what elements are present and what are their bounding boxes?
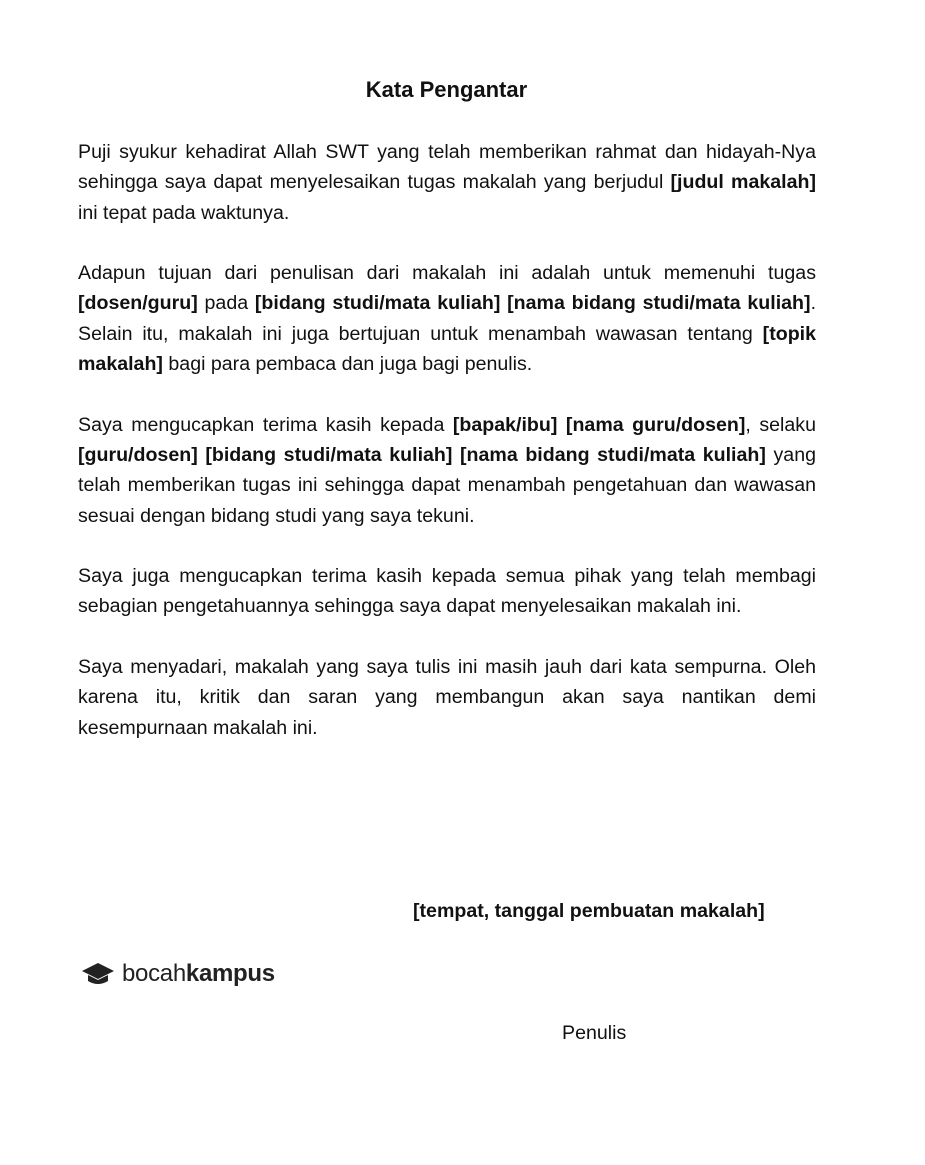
paragraph-text: Saya mengucapkan terima kasih kepada	[78, 413, 453, 436]
paragraph-text: Puji syukur kehadirat Allah SWT yang telah memberikan rahmat dan hidayah-Nya sehingga saya dapat menyelesaikan tugas makalah yang berjudul	[78, 141, 816, 194]
paragraph-text: , selaku	[745, 413, 816, 436]
paragraph-text: pada	[197, 292, 255, 315]
placeholder-text: [judul makalah]	[670, 171, 816, 194]
document-title: Kata Pengantar	[365, 77, 528, 102]
document-body	[78, 137, 816, 773]
paragraph-text: Saya menyadari, makalah yang saya tulis ini masih jauh dari kata sempurna. Oleh karena itu, kritik dan saran yang membangun akan saya nantikan demi kesempurnaan makalah ini.	[78, 656, 816, 739]
paragraph-text: ini tepat pada waktunya.	[78, 201, 290, 224]
paragraph-text: . Selain itu, makalah ini juga bertujuan untuk menambah wawasan tentang	[78, 292, 817, 345]
placeholder-text: [guru/dosen] [bidang studi/mata kuliah] [nama bidang studi/mata kuliah]	[78, 443, 766, 466]
paragraph-2	[78, 258, 816, 379]
brand-logo	[80, 956, 275, 992]
placeholder-text: [topik makalah]	[78, 322, 816, 376]
graduation-cap-icon	[80, 959, 116, 989]
paragraph-text: bagi para pembaca dan juga bagi penulis.	[162, 353, 533, 376]
brand-name: bocahkampus	[122, 960, 275, 987]
paragraph-1	[78, 137, 816, 228]
placeholder-text: [bapak/ibu] [nama guru/dosen]	[452, 413, 746, 436]
placeholder-text: [bidang studi/mata kuliah] [nama bidang studi/mata kuliah]	[254, 292, 811, 315]
placeholder-text: [dosen/guru]	[78, 292, 198, 315]
paragraph-text: Adapun tujuan dari penulisan dari makalah ini adalah untuk memenuhi tugas	[78, 262, 816, 285]
place-date-line: [tempat, tanggal pembuatan makalah]	[413, 900, 765, 922]
paragraph-text: yang telah memberikan tugas ini sehingga dapat menambah pengetahuan dan wawasan sesuai dengan bidang studi yang saya tekuni.	[78, 443, 817, 527]
paragraph-text: Saya juga mengucapkan terima kasih kepada semua pihak yang telah membagi sebagian pengetahuannya sehingga saya dapat menyelesaikan makalah ini.	[78, 565, 816, 618]
paragraph-4	[78, 561, 816, 622]
paragraph-5	[78, 652, 816, 743]
author-label: Penulis	[562, 1022, 627, 1044]
paragraph-3	[78, 410, 816, 531]
